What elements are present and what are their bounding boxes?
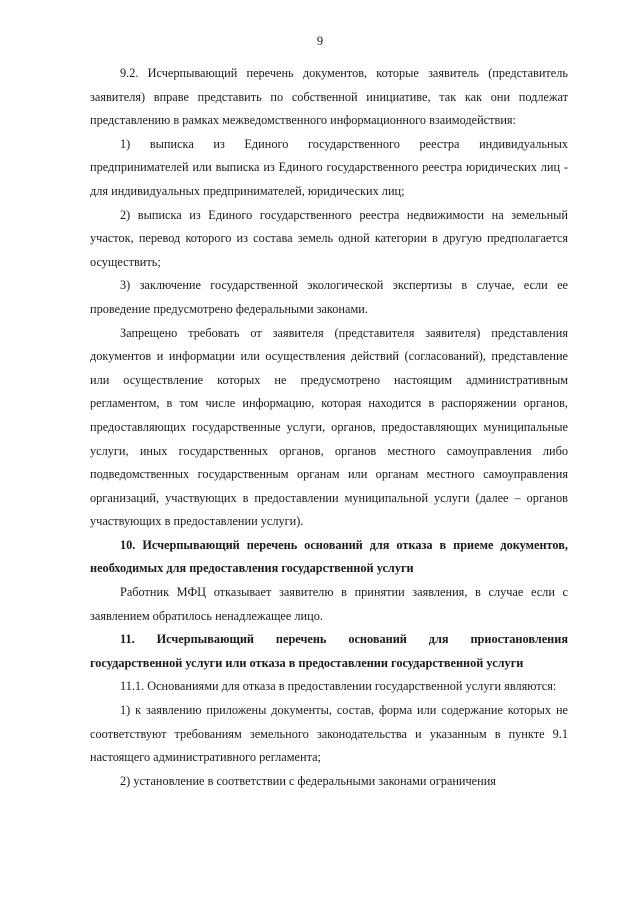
document-body xyxy=(90,62,568,793)
page-number: 9 xyxy=(316,34,324,48)
list-item-ecology: 3) заключение государственной экологической экспертизы в случае, если ее проведение предусмотрено федеральными законами. xyxy=(90,278,568,316)
list-item-egrip: 1) выписка из Единого государственного реестра индивидуальных предпринимателей или выписка из Единого государственного реестра юридических лиц - для индивидуальных предпринимателей, юридических лиц; xyxy=(90,136,568,198)
paragraph-prohibited: Запрещено требовать от заявителя (представителя заявителя) представления документов и информации или осуществления действий (согласований), представление или осуществление которых не предусмотрено настоящим административным регламентом, в том числе информацию, которая находится в распоряжении органов, предоставляющих государственные услуги, органов, предоставляющих муниципальные услуги, иных государственных органов, органов местного самоуправления либо подведомственных государственным органам или органам местного самоуправления организаций, участвующих в предоставлении муниципальной услуги (далее – органов участвующих в предоставлении услуги). xyxy=(90,325,568,529)
paragraph-9-2: 9.2. Исчерпывающий перечень документов, которые заявитель (представитель заявителя) вправе представить по собственной инициативе, так как они подлежат представлению в рамках межведомственного информационного взаимодействия: xyxy=(90,66,568,128)
paragraph-11-1: 11.1. Основаниями для отказа в предоставлении государственной услуги являются: xyxy=(120,679,557,694)
section-heading-11: 11. Исчерпывающий перечень оснований для приостановления государственной услуги или отказа в предоставлении государственной услуги xyxy=(90,632,568,670)
list-item-refusal-2: 2) установление в соответствии с федеральными законами ограничения xyxy=(120,773,496,788)
list-item-refusal-1: 1) к заявлению приложены документы, состав, форма или содержание которых не соответствуют требованиям земельного законодательства и указанным в пункте 9.1 настоящего административного регламента; xyxy=(90,703,568,765)
section-heading-10: 10. Исчерпывающий перечень оснований для отказа в приеме документов, необходимых для предоставления государственной услуги xyxy=(90,537,568,576)
paragraph-mfc-refusal: Работник МФЦ отказывает заявителю в принятии заявления, в случае если с заявлением обратилось ненадлежащее лицо. xyxy=(90,585,568,623)
list-item-egrn: 2) выписка из Единого государственного реестра недвижимости на земельный участок, перевод которого из состава земель одной категории в другую предполагается осуществить; xyxy=(90,207,568,269)
